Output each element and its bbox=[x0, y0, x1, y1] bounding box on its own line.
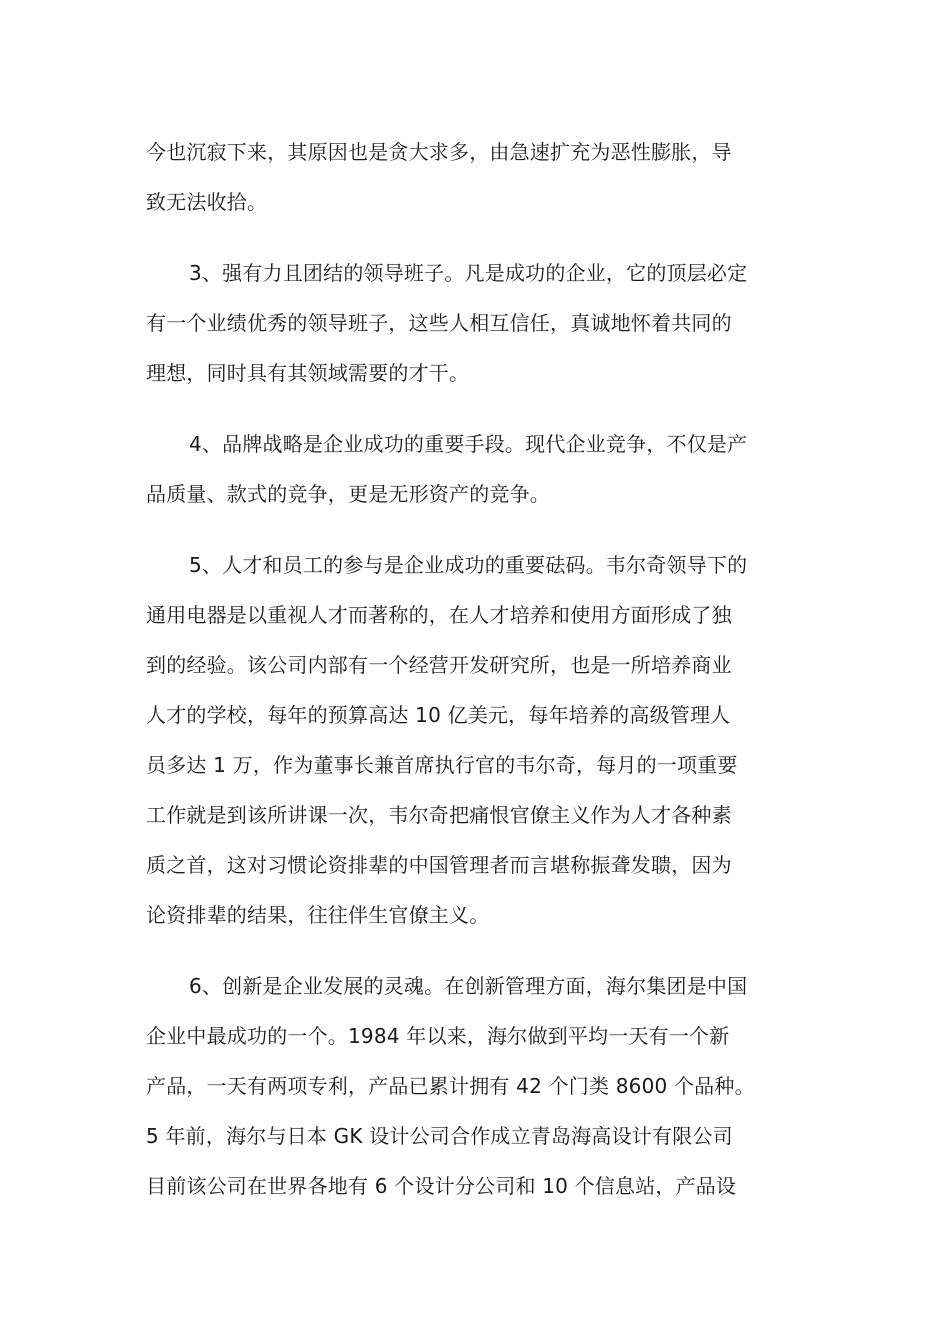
paragraph-4-line-8: 论资排辈的结果，往往伴生官僚主义。 bbox=[146, 903, 490, 927]
paragraph-2-line-3: 理想，同时具有其领域需要的才干。 bbox=[146, 361, 470, 385]
paragraph-2-line-1: 3、强有力且团结的领导班子。凡是成功的企业，它的顶层必定 bbox=[189, 261, 748, 285]
paragraph-5-line-3: 产品，一天有两项专利，产品已累计拥有 42 个门类 8600 个品种。 bbox=[146, 1074, 755, 1098]
paragraph-1-line-1: 今也沉寂下来，其原因也是贪大求多，由急速扩充为恶性膨胀，导 bbox=[146, 140, 732, 164]
paragraph-5-line-1: 6、创新是企业发展的灵魂。在创新管理方面，海尔集团是中国 bbox=[189, 974, 748, 998]
paragraph-4-line-5: 员多达 1 万，作为董事长兼首席执行官的韦尔奇，每月的一项重要 bbox=[146, 753, 738, 777]
paragraph-5-line-2: 企业中最成功的一个。1984 年以来，海尔做到平均一天有一个新 bbox=[146, 1024, 730, 1048]
paragraph-4-line-1: 5、人才和员工的参与是企业成功的重要砝码。韦尔奇领导下的 bbox=[189, 553, 748, 577]
paragraph-1-line-2: 致无法收拾。 bbox=[146, 190, 268, 214]
paragraph-4-line-2: 通用电器是以重视人才而著称的，在人才培养和使用方面形成了独 bbox=[146, 603, 732, 627]
paragraph-4-line-3: 到的经验。该公司内部有一个经营开发研究所，也是一所培养商业 bbox=[146, 653, 732, 677]
paragraph-4-line-6: 工作就是到该所讲课一次，韦尔奇把痛恨官僚主义作为人才各种素 bbox=[146, 803, 732, 827]
paragraph-4-line-4: 人才的学校，每年的预算高达 10 亿美元，每年培养的高级管理人 bbox=[146, 703, 731, 727]
paragraph-5-line-5: 目前该公司在世界各地有 6 个设计分公司和 10 个信息站，产品设 bbox=[146, 1174, 737, 1198]
paragraph-2-line-2: 有一个业绩优秀的领导班子，这些人相互信任，真诚地怀着共同的 bbox=[146, 311, 732, 335]
paragraph-5-line-4: 5 年前，海尔与日本 GK 设计公司合作成立青岛海高设计有限公司 bbox=[146, 1124, 733, 1148]
paragraph-3-line-1: 4、品牌战略是企业成功的重要手段。现代企业竞争，不仅是产 bbox=[189, 432, 748, 456]
paragraph-4-line-7: 质之首，这对习惯论资排辈的中国管理者而言堪称振聋发聩，因为 bbox=[146, 853, 732, 877]
paragraph-3-line-2: 品质量、款式的竞争，更是无形资产的竞争。 bbox=[146, 482, 550, 506]
